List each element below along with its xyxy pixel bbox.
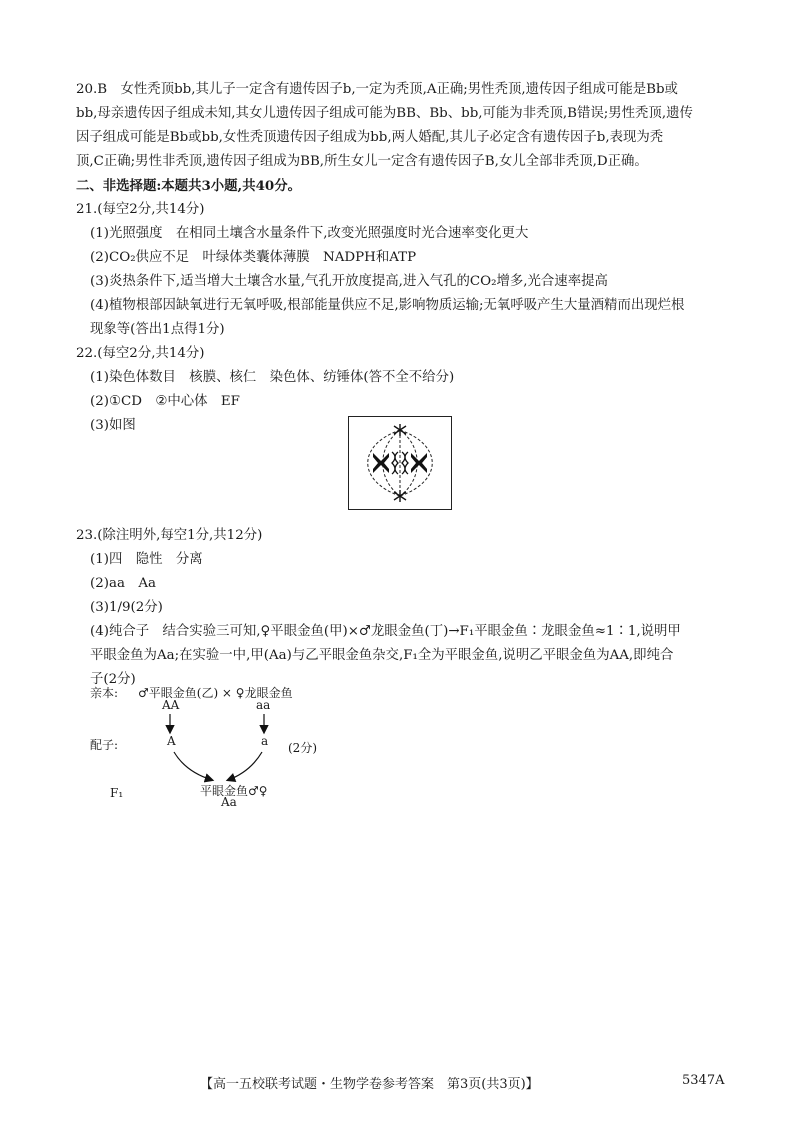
- gamete-label: 配子:: [90, 738, 119, 752]
- parent-genotype-1: AA: [162, 698, 180, 712]
- q21-header: 21.(每空2分,共14分): [76, 202, 205, 217]
- q23-line-1: (1)四 隐性 分离: [90, 552, 203, 567]
- mitosis-diagram: [348, 416, 452, 510]
- q20-line-3: 因子组成可能是Bb或bb,女性秃顶遗传因子组成为bb,两人婚配,其儿子必定含有遗传因子b,表现为秃: [76, 130, 664, 145]
- genetic-cross-diagram: [90, 684, 420, 814]
- q23-line-5: 平眼金鱼为Aa;在实验一中,甲(Aa)与乙平眼金鱼杂交,F₁全为平眼金鱼,说明乙平眼金鱼为AA,即纯合: [90, 648, 674, 663]
- parent-label: 亲本:: [90, 686, 119, 700]
- footer-title: 【高一五校联考试题・生物学卷参考答案 第3页(共3页)】: [200, 1077, 539, 1092]
- q20-line-1: 20.B 女性秃顶bb,其儿子一定含有遗传因子b,一定为秃顶,A正确;男性秃顶,遗传因子组成可能是Bb或: [76, 82, 678, 97]
- q22-line-1: (1)染色体数目 核膜、核仁 染色体、纺锤体(答不全不给分): [90, 370, 455, 385]
- cross-score: (2分): [288, 741, 317, 755]
- section-title: 二、非选择题:本题共3小题,共40分。: [76, 178, 302, 194]
- q20-line-2: bb,母亲遗传因子组成未知,其女儿遗传因子组成可能为BB、Bb、bb,可能为非秃顶,B错误;男性秃顶,遗传: [76, 106, 693, 121]
- q21-line-5: 现象等(答出1点得1分): [90, 322, 225, 337]
- q23-line-2: (2)aa Aa: [90, 576, 156, 591]
- q20-line-4: 顶,C正确;男性非秃顶,遗传因子组成为BB,所生女儿一定含有遗传因子B,女儿全部非秃顶,D正确。: [76, 154, 648, 169]
- q22-line-2: (2)①CD ②中心体 EF: [90, 394, 240, 409]
- q22-header: 22.(每空2分,共14分): [76, 346, 205, 361]
- arrow-gamete2-to-f1: [228, 752, 262, 780]
- q21-line-3: (3)炎热条件下,适当增大土壤含水量,气孔开放度提高,进入气孔的CO₂增多,光合速率提高: [90, 274, 608, 289]
- parents-text: ♂平眼金鱼(乙) × ♀龙眼金鱼: [138, 686, 293, 700]
- arrow-gamete1-to-f1: [174, 752, 212, 780]
- gamete-2: a: [261, 734, 269, 748]
- q21-line-2: (2)CO₂供应不足 叶绿体类囊体薄膜 NADPH和ATP: [90, 250, 417, 265]
- q21-line-1: (1)光照强度 在相同土壤含水量条件下,改变光照强度时光合速率变化更大: [90, 226, 529, 241]
- f1-label: F₁: [110, 786, 124, 800]
- offspring-genotype: Aa: [221, 795, 237, 809]
- q23-line-4: (4)纯合子 结合实验三可知,♀平眼金鱼(甲)×♂龙眼金鱼(丁)→F₁平眼金鱼∶龙眼金鱼≈1∶1,说明甲: [90, 624, 681, 639]
- q23-line-3: (3)1/9(2分): [90, 600, 163, 615]
- parent-genotype-2: aa: [256, 698, 271, 712]
- metaphase-cell-illustration: [349, 417, 451, 509]
- offspring-phenotype: 平眼金鱼♂♀: [200, 784, 268, 798]
- cross-arrows: [90, 684, 420, 814]
- q23-line-6: 子(2分): [90, 672, 136, 687]
- q23-header: 23.(除注明外,每空1分,共12分): [76, 528, 263, 543]
- q21-line-4: (4)植物根部因缺氧进行无氧呼吸,根部能量供应不足,影响物质运输;无氧呼吸产生大量酒精而出现烂根: [90, 298, 685, 313]
- footer-code: 5347A: [682, 1073, 725, 1088]
- q22-line-3: (3)如图: [90, 418, 136, 433]
- gamete-1: A: [167, 734, 176, 748]
